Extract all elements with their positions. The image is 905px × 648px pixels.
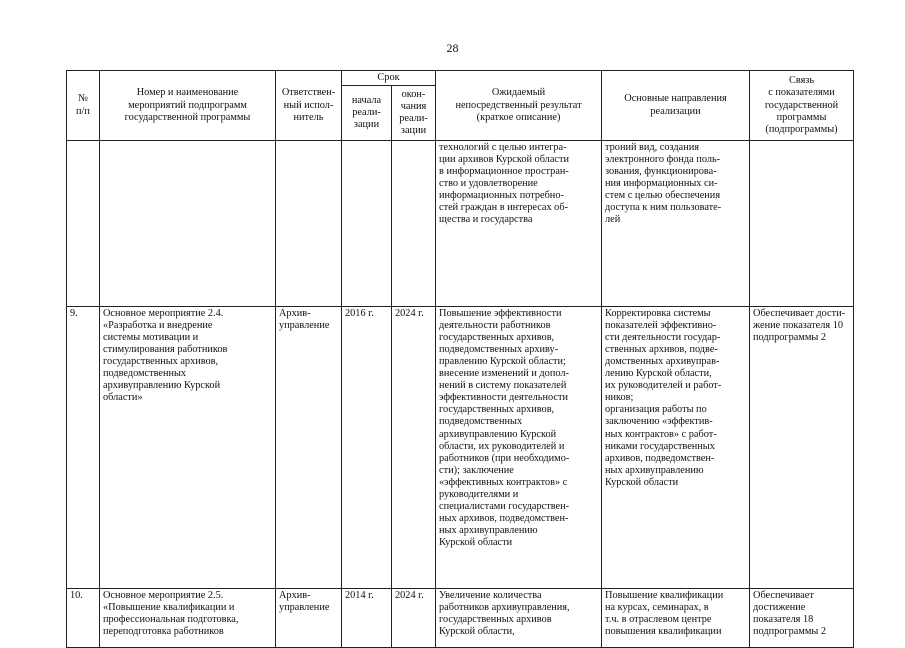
cell-executor: Архив- управление <box>276 589 342 648</box>
header-link: Связь с показателями государственной программы (подпрограммы) <box>750 71 854 141</box>
cell-end <box>392 141 436 307</box>
header-row <box>67 71 854 86</box>
cell-start: 2014 г. <box>342 589 392 648</box>
cell-executor: Архив- управление <box>276 307 342 589</box>
cell-directions: Корректировка системы показателей эффективно- сти деятельности государ- ственных архивов, подве- домственных архивуправ- лению Курской области, их руководителей и работ- ников; организация работы по заключению «эффектив- ных контрактов» с работ- никами государственных архивов, подведомствен- ных архивуправлению Курской области <box>602 307 750 589</box>
header-result: Ожидаемый непосредственный результат (краткое описание) <box>436 71 602 141</box>
cell-name: Основное мероприятие 2.4. «Разработка и внедрение системы мотивации и стимулирования работников государственных архивов, подведомственных архивуправлению Курской области» <box>100 307 276 589</box>
cell-result: Повышение эффективности деятельности работников государственных архивов, подведомственных архиву- правлению Курской области; внесение изменений и допол- нений в систему показателей эффективности деятельности государственных архивов, подведомственных архивуправлению Курской области, их руководителей и работников (при необходимо- сти); заключение «эффективных контрактов» с руководителями и специалистами государствен- ных архивов, подведомствен- ных архивуправлению Курской области <box>436 307 602 589</box>
cell-start <box>342 141 392 307</box>
header-num: № п/п <box>67 71 100 141</box>
cell-link <box>750 141 854 307</box>
header-directions: Основные направления реализации <box>602 71 750 141</box>
header-start: начала реали- зации <box>342 86 392 141</box>
cell-name: Основное мероприятие 2.5. «Повышение квалификации и профессиональная подготовка, переподготовка работников <box>100 589 276 648</box>
cell-name <box>100 141 276 307</box>
cell-num: 9. <box>67 307 100 589</box>
table-row <box>67 307 854 589</box>
cell-result: Увеличение количества работников архивуправления, государственных архивов Курской области, <box>436 589 602 648</box>
cell-link: Обеспечивает дости- жение показателя 10 подпрограммы 2 <box>750 307 854 589</box>
header-name: Номер и наименование мероприятий подпрограмм государственной программы <box>100 71 276 141</box>
program-activities-table <box>66 70 854 648</box>
header-end: окон- чания реали- зации <box>392 86 436 141</box>
cell-start: 2016 г. <box>342 307 392 589</box>
cell-result: технологий с целью интегра- ции архивов Курской области в информационное простран- ство и удовлетворение информационных потребно- стей граждан в интересах об- щества и государства <box>436 141 602 307</box>
cell-executor <box>276 141 342 307</box>
cell-end: 2024 г. <box>392 589 436 648</box>
cell-link: Обеспечивает достижение показателя 18 подпрограммы 2 <box>750 589 854 648</box>
table-row <box>67 589 854 648</box>
header-term: Срок <box>342 71 436 86</box>
cell-num <box>67 141 100 307</box>
cell-directions: троний вид, создания электронного фонда поль- зования, функционирова- ния информационных си- стем с целью обеспечения доступа к ним пользовате- лей <box>602 141 750 307</box>
cell-num: 10. <box>67 589 100 648</box>
cell-end: 2024 г. <box>392 307 436 589</box>
cell-directions: Повышение квалификации на курсах, семинарах, в т.ч. в отраслевом центре повышения квалификации <box>602 589 750 648</box>
header-executor: Ответствен- ный испол- нитель <box>276 71 342 141</box>
page-number: 28 <box>446 41 459 55</box>
table-row <box>67 141 854 307</box>
